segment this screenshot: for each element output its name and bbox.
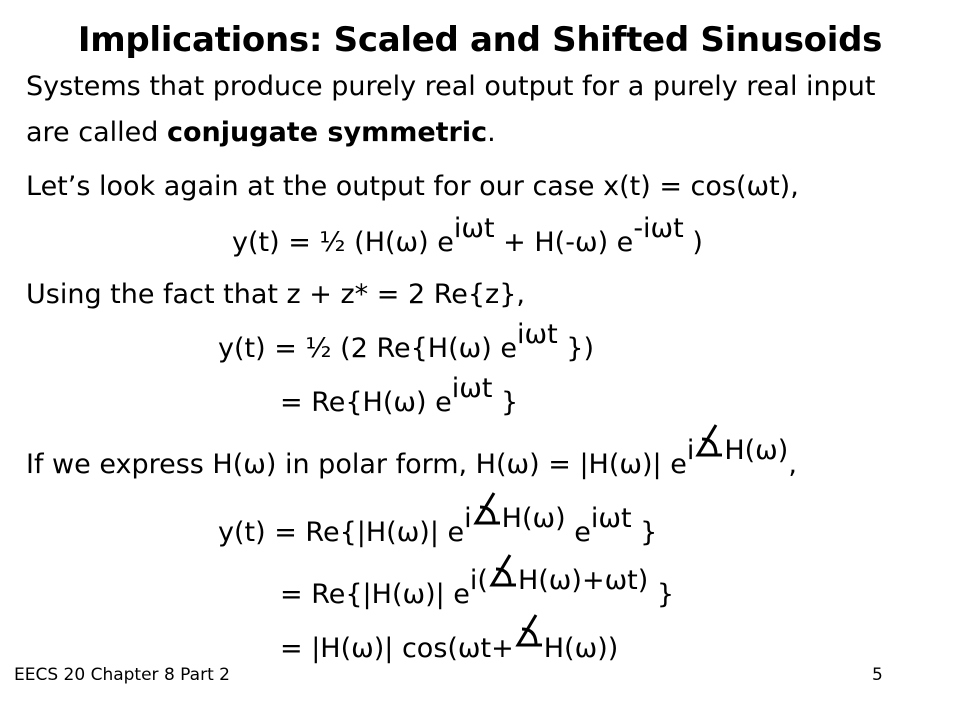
polar-form-line bbox=[26, 435, 797, 482]
equation-6-part-a: = |H(ω)| cos(ωt+ bbox=[280, 633, 514, 664]
equation-1-part-c: ) bbox=[683, 227, 703, 258]
equation-4 bbox=[218, 503, 658, 550]
equation-5 bbox=[280, 565, 675, 612]
intro-line-2 bbox=[26, 116, 496, 150]
intro-line-1: Systems that produce purely real output for a purely real input bbox=[26, 71, 876, 102]
equation-2-part-b: }) bbox=[557, 333, 594, 364]
equation-6-part-b: H(ω)) bbox=[543, 633, 619, 664]
equation-1 bbox=[232, 213, 703, 260]
equation-4-part-d: } bbox=[631, 517, 658, 548]
equation-4-exponent-phase: H(ω) bbox=[501, 503, 566, 534]
polar-form-exponent-i: i bbox=[686, 435, 695, 466]
equation-2 bbox=[218, 319, 594, 366]
equation-2-part-a: y(t) = ½ (2 Re{H(ω) e bbox=[218, 333, 517, 364]
equation-6 bbox=[280, 632, 618, 666]
equation-5-part-b: } bbox=[648, 579, 675, 610]
polar-form-exponent-phase: H(ω) bbox=[724, 435, 789, 466]
angle-icon bbox=[472, 521, 502, 541]
slide-title: Implications: Scaled and Shifted Sinusoids bbox=[77, 20, 883, 60]
angle-icon bbox=[694, 453, 724, 473]
equation-1-part-b: + H(-ω) e bbox=[494, 227, 634, 258]
equation-3-part-a: = Re{H(ω) e bbox=[280, 387, 452, 418]
equation-3 bbox=[280, 373, 519, 420]
footer-course-label: EECS 20 Chapter 8 Part 2 bbox=[14, 665, 230, 685]
equation-5-exponent-i: i( bbox=[469, 565, 488, 596]
conjugate-symmetric-term: conjugate symmetric bbox=[166, 117, 488, 148]
intro-line-2-prefix: are called bbox=[26, 117, 167, 148]
intro-line-2-suffix: . bbox=[487, 117, 496, 148]
equation-4-exponent-i: i bbox=[464, 503, 472, 534]
page-number: 5 bbox=[872, 665, 883, 685]
equation-1-exponent-1: iωt bbox=[453, 213, 495, 244]
angle-icon bbox=[514, 643, 544, 663]
equation-5-part-a: = Re{|H(ω)| e bbox=[280, 579, 470, 610]
angle-icon bbox=[488, 583, 518, 603]
equation-3-exponent: iωt bbox=[451, 373, 493, 404]
equation-3-part-b: } bbox=[492, 387, 519, 418]
equation-4-part-a: y(t) = Re{|H(ω)| e bbox=[218, 517, 465, 548]
polar-form-part-a: If we express H(ω) in polar form, H(ω) = |H(ω)| e bbox=[26, 449, 687, 480]
polar-form-comma: , bbox=[788, 449, 797, 480]
using-fact-line: Using the fact that z + z* = 2 Re{z}, bbox=[26, 279, 525, 310]
equation-2-exponent: iωt bbox=[516, 319, 558, 350]
equation-4-part-c: e bbox=[565, 517, 591, 548]
lets-look-line: Let’s look again at the output for our case x(t) = cos(ωt), bbox=[26, 171, 799, 202]
equation-5-exponent-phase: H(ω)+ωt) bbox=[517, 565, 649, 596]
equation-4-exponent-2: iωt bbox=[590, 503, 632, 534]
equation-1-exponent-2: -iωt bbox=[633, 213, 684, 244]
equation-1-part-a: y(t) = ½ (H(ω) e bbox=[232, 227, 454, 258]
